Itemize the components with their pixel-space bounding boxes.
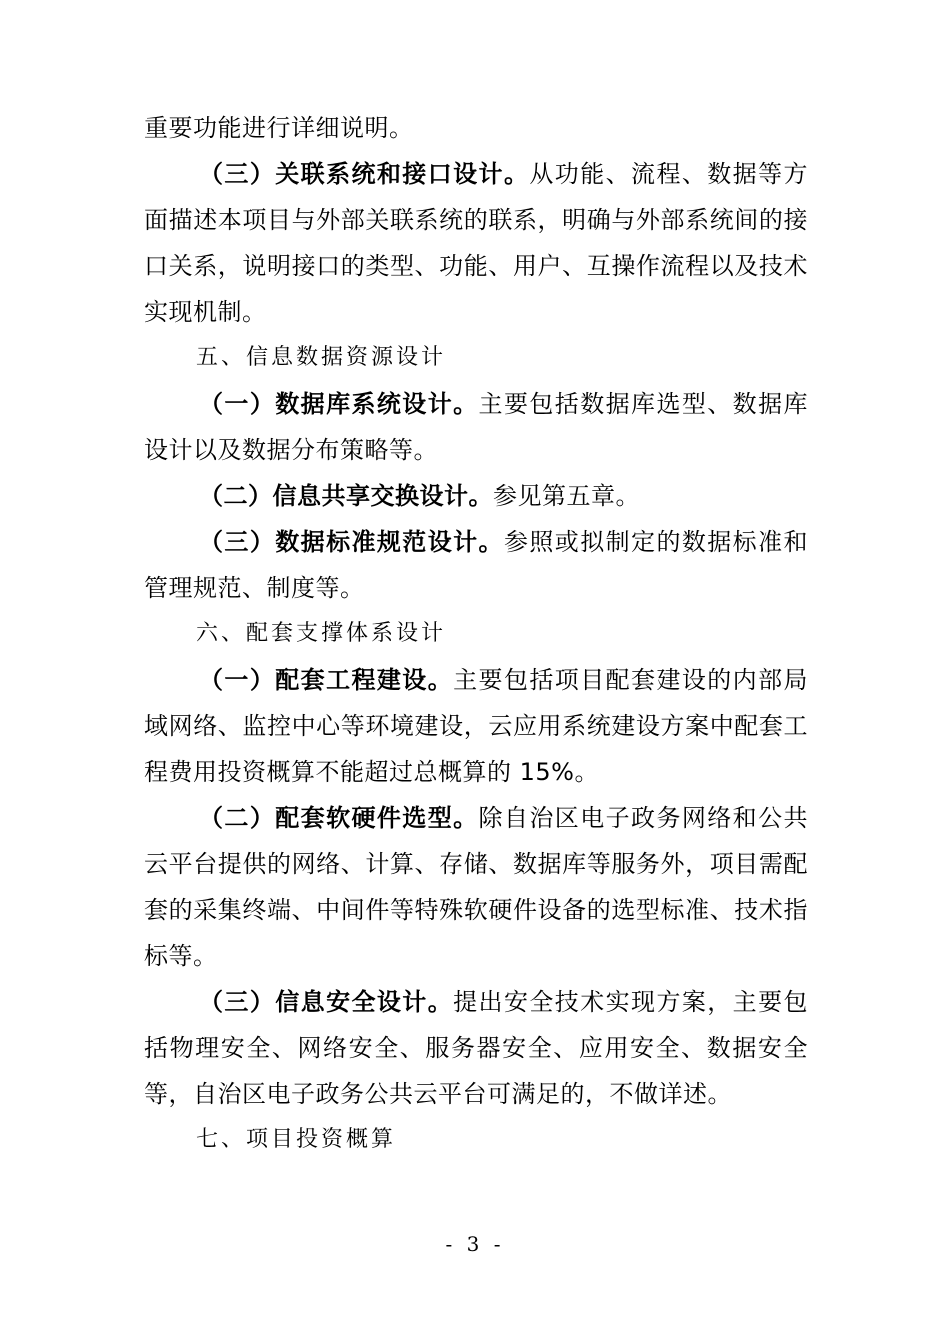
item-text: 参照或拟制定的数据标准和管理规范、制度等。 — [144, 528, 809, 602]
paragraph-interface-design — [144, 151, 808, 335]
paragraph-continuation: 重要功能进行详细说明。 — [144, 114, 414, 142]
item-text: 提出安全技术实现方案，主要包括物理安全、网络安全、服务器安全、应用安全、数据安全等，自治区电子政务公共云平台可满足的，不做详述。 — [144, 988, 809, 1108]
item-title: （二）信息共享交换设计。 — [199, 482, 493, 510]
paragraph-database-design — [144, 381, 808, 473]
item-title: （一）数据库系统设计。 — [199, 390, 479, 418]
item-text: 主要包括数据库选型、数据库设计以及数据分布策略等。 — [144, 390, 809, 464]
item-text: 除自治区电子政务网络和公共云平台提供的网络、计算、存储、数据库等服务外，项目需配套的采集终端、中间件等特殊软硬件设备的选型标准、技术指标等。 — [144, 804, 809, 970]
item-title: （一）配套工程建设。 — [199, 666, 454, 694]
paragraph-info-sharing — [144, 473, 808, 519]
page-number: - 3 - — [445, 1232, 505, 1256]
paragraph-supporting-works — [144, 657, 808, 795]
paragraph-hardware-selection — [144, 795, 808, 979]
paragraph-data-standards — [144, 519, 808, 611]
item-title: （二）配套软硬件选型。 — [199, 804, 479, 832]
item-title: （三）数据标准规范设计。 — [199, 528, 504, 556]
item-text: 从功能、流程、数据等方面描述本项目与外部关联系统的联系，明确与外部系统间的接口关系，说明接口的类型、功能、用户、互操作流程以及技术实现机制。 — [144, 160, 809, 326]
section-heading-5: 五、信息数据资源设计 — [196, 345, 447, 370]
item-title: （三）关联系统和接口设计。 — [199, 160, 530, 188]
item-text: 参见第五章。 — [493, 482, 640, 510]
section-heading-7: 七、项目投资概算 — [196, 1127, 397, 1152]
paragraph-security-design — [144, 979, 808, 1117]
document-body — [144, 105, 808, 1163]
section-heading-6: 六、配套支撑体系设计 — [196, 621, 447, 646]
item-title: （三）信息安全设计。 — [199, 988, 454, 1016]
item-text: 主要包括项目配套建设的内部局域网络、监控中心等环境建设，云应用系统建设方案中配套工程费用投资概算不能超过总概算的 15%。 — [144, 666, 809, 786]
